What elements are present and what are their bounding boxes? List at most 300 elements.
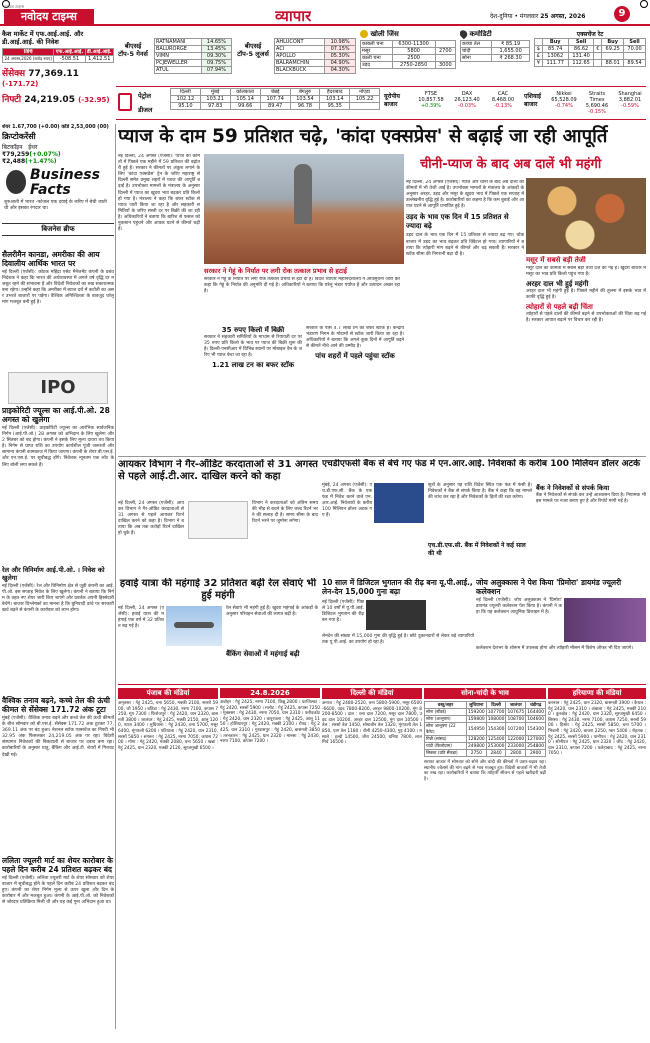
onion-photo [204,154,404,264]
sona-cell: 107200 [506,723,526,736]
khoti-price-b [435,41,455,48]
business-facts-body: शुरुआती में भारत -फोजल एक दवाई के जरिए में बेची जाती थी और इसका रंगदार था। [4,200,107,211]
asia-name: Shanghai [618,91,642,97]
story-body-2: कलेक्शन देशभर के शोरूम में उपलब्ध होगा और त्योहारी मौसम में विशेष ऑफर भी दिए जाएंगे। [476,646,634,651]
khoti-title: खोली जिंस [370,30,399,38]
sona-cell: 159800 [467,716,485,722]
forex-head: Buy [542,39,568,46]
forex-cell: € [594,46,602,53]
sona-cell: 122000 [507,736,525,742]
masoor-body: मसूर दाल की कीमतों में सबसे बड़ी तेजी दर्ज की गई है। खुदरा बाजार में मसूर का भाव प्रति किलो पहुंच गया है। [526,266,646,278]
sona-cell: 127000 [527,736,544,742]
diesel-price: 95.35 [320,103,350,110]
sona-cell: 2750 [466,750,486,757]
gainer-name: VIMN [155,53,202,60]
asia-name: Straits Times [588,91,606,103]
story-sellers [2,250,114,370]
asia-nikkei [548,91,580,109]
story-body: नई दिल्ली (एजेंसी): प्राइकोरिटी ज्यूल्स का आरंभिक सार्वजनिक निर्गम (आई.पी.ओ.) 28 अगस्त को अभिदान के लिए खुलेगा और 2 सितंबर को बंद होगा। कंपनी ने इसके लिए मूल्य दायरा तय किया है। निर्गम से प्राप्त राशि का उपयोग कार्यशील पूंजी जरूरतों और सामान्य कंपनी कामकाज में किया जाएगा। कंपनी के शेयर बी.एस.ई. और एन.एस.ई. पर सूचीबद्ध होंगे। निवेशक न्यूनतम एक लॉट के लिए बोली लगा सकते हैं। [2,426,114,468]
story-body: नई दिल्ली, 24 अगस्त (एजेंसी): आयकर विभाग ने गैर-ऑडिट करदाताओं से 31 अगस्त से पहले आयकर रिटर्न दाखिल करने को कहा है। विभाग ने बताया कि अब तक करोड़ों रिटर्न दाखिल हो चुके हैं। [118,501,184,537]
loser-pct: 04.90% [325,60,356,67]
losers-table [274,38,356,74]
loser-name: BLACKBUCK [275,67,325,74]
eu-name: CAC [497,91,509,97]
airplane-photo [166,606,222,646]
sona-cell: 104600 [527,716,544,722]
mandi-punjab-title: पंजाब की मंडियां [118,688,218,699]
fuel-city: मुंबई [200,89,230,96]
story-body-2: रेल सेवाएं भी महंगी हुई हैं। खुदरा महंगाई के आंकड़ों के अनुसार परिवहन सेवाओं की लागत बढ़ी है। [226,606,318,618]
bitcoin-value: ₹79,259 [2,151,30,158]
khoti-header [360,30,456,39]
fuel-city: दिल्ली [171,89,201,96]
forex-cell: 69.25 [602,46,624,53]
story-body-2: लेनदेन की संख्या में 15,000 गुना की वृद्धि हुई है। छोटे दुकानदारों से लेकर बड़े व्यापारियों तक यू.पी.आई. का उपयोग हो रहा है। [322,634,474,646]
story-headline: जोय अलुक्कास ने पेश किया 'प्रिमोरा' डायमंड ज्यूलरी कलेक्शन [476,578,622,596]
gainers-box [116,38,232,82]
box-heading: 1.21 लाख टन का बफर स्टॉक [211,361,295,370]
sona-head: दिल्ली [486,702,506,709]
story-headline: रेल और विनिर्माण आई.पी.ओ. । निवेश को खुलेगा [2,566,105,582]
asia-chg: -0.15% [588,109,606,115]
sona-head: चंडीगढ़ [526,702,546,709]
lead-body: सरकार ने सहकारी समितियों के माध्यम से रियायती दर पर 35 रुपए प्रति किलो के भाव पर प्याज की बिक्री शुरू की है। दिल्ली-एनसीआर में विभिन्न स्थानों पर मोबाइल वैन के जरिए भी प्याज बेचा जा रहा है। [204,335,302,359]
bitcoin-change: (+0.07%) [29,151,61,158]
forex-cell: 89.54 [624,60,646,67]
sona-item: सिक्का (प्रति सैंकड़ा) [425,750,467,757]
lead-subhead: चीनी-प्याज के बाद अब दालें भी महंगी [420,157,602,172]
story-body: सरकार ने गेहूं के निर्यात पर लगी रोक तत्काल प्रभाव से हटा दी है। विदेश व्यापार महानिदेशालय ने अधिसूचना जारी कर कहा कि गेहूं के निर्यात की अनुमति दी गई है। अधिकारियों ने बताया कि घरेलू भंडार पर्याप्त है और उत्पादन अच्छा रहा है। [204,277,400,295]
story-lalita [2,856,114,1024]
eu-name: DAX [461,91,473,97]
story-body: नई दिल्ली (एजेंसी): जोय अलुक्कास ने 'प्रिमोरा' डायमंड ज्यूलरी कलेक्शन पेश किया है। कंपनी ने कहा कि यह कलेक्शन आधुनिक डिजाइन में है। [476,598,562,616]
fuel-city: चेन्नई [260,89,290,96]
gainer-name: PCJEWELLER [155,60,202,67]
petrol-strip [116,86,646,120]
khoti-price-b: 2700 [435,48,455,55]
lightbulb-icon [6,170,26,194]
sensex-label: सेंसेक्स [2,69,26,79]
sona-cell: 108000 [487,716,505,722]
lead-col-2 [204,326,302,456]
petrol-price: 105.22 [350,96,380,103]
sona-cell: 154300 [526,723,546,736]
fii-col-fii: एफ.आई.आई. [55,49,84,55]
forex-cell: 131.40 [568,53,594,60]
eu-ftse [414,91,448,109]
wheat-export-banner: सरकार ने गेहूं के निर्यात पर लगी रोक तत्काल प्रभाव से हटाई [204,267,347,275]
story-vaishvik [2,696,114,854]
gainer-pct: 14.65% [201,39,231,46]
story-headline: ललिता ज्यूलरी मार्ट का शेयर कारोबार के पहले दिन करीब 24 प्रतिशत बढ़कर बंद [2,856,113,874]
loser-pct: 10.98% [325,39,356,46]
forex-cell: $ [535,46,543,53]
losers-title: बीएसई टॉप-5 लूजर्स [237,42,269,58]
mandi-body: करनाल : गेहूं 2425, धान 2320, बासमती 3900 । कैथल : गेहूं 2420, धान 2310 । अंबाला : गेहूं 2425, मक्की 2100 । कुरुक्षेत्र : गेहूं 2420, धान 2320, सूरजमुखी 6450 । सिरसा : गेहूं 2430, नरमा 7100, कपास 7250, सरसों 5900 । हिसार : गेहूं 2425, सरसों 5850, चना 5700 । भिवानी : गेहूं 2420, बाजरा 2250, ग्वार 5400 । रोहतक : गेहूं 2425, सरसों 5900 । पानीपत : गेहूं 2420, धान 2310 । सोनीपत : गेहूं 2425, धान 2320 । जींद : गेहूं 2420, धान 2310, कपास 7200 । फतेहाबाद : गेहूं 2425, नरमा 7050 । [548,701,646,757]
mandi-body: अमृतसर : गेहूं 2425, चना 5650, मक्की 2100, सरसों 5900, जौ 1950 । बठिंडा : गेहूं 2430, नरमा 7100, कपास 7250, मूंग 7300 । फिरोजपुर : गेहूं 2420, धान 2320, बासमती 3800 । जालंधर : गेहूं 2425, मक्की 2150, आलू 1200, प्याज 3400 । लुधियाना : गेहूं 2430, चना 5700, मसूर 6400, मूंगफली 6200 । पटियाला : गेहूं 2420, धान 2310, सरसों 5850 । संगरूर : गेहूं 2425, नरमा 7050, कपास 7200 । मोगा : गेहूं 2420, मक्की 2080, चना 5650 । खन्ना : गेहूं 2425, धान 2320, मक्की 2120, सूरजमुखी 6500 । [118,701,218,751]
petrol-price: 103.14 [320,96,350,103]
eu-chg: -0.03% [458,103,476,109]
sona-item: चांदी (किलोग्राम) [425,743,467,750]
mandi-body: सराफा बाजार में सोमवार को सोने और चांदी की कीमतों में उतार-चढ़ाव रहा। स्थानीय ज्वैलर्स की मांग बढ़ने से भाव मजबूत हुए। विदेशी बाजारों में भी तेजी का रुख रहा। कारोबारियों ने बताया कि त्योहारी सीजन से पहले खरीदारी बढ़ी है। [424,760,546,782]
sona-cell: 128200 [467,736,485,742]
forex-box [534,30,646,85]
eu-chg: +0.39% [420,103,442,109]
sona-cell: 154950 [466,723,486,736]
khoti-item: काली चना [361,55,393,62]
forex-cell [594,60,602,67]
story-headline: एचडीएफसी बैंक से बेचे गए फंड में एन.आर.आई. निवेशकों के करीब 100 मिलियन डॉलर अटके [322,459,640,469]
lead-body: सरकार के पास 4.7 लाख टन का बफर स्टॉक है। केन्द्रीय भंडारण निगम के गोदामों से स्टॉक जारी किया जा रहा है। अधिकारियों ने बताया कि अगले कुछ दिनों में आपूर्ति बढ़ने से कीमतें नीचे आने की उम्मीद है। [306,326,404,350]
khoti-price: 2750-2850 [392,62,435,69]
sona-cell: 2840 [486,750,506,757]
byjus-heading: बैंक ने निवेशकों से संपर्क किया [536,484,610,492]
dal-body: नई दिल्ली, 24 अगस्त (एजेंसी): प्याज और चीनी के बाद अब दालों की कीमतों में भी तेजी आई है। उपभोक्ता मामलों के मंत्रालय के आंकड़ों के अनुसार अरहर, उड़द और मसूर के खुदरा भाव में पिछले एक सप्ताह में उल्लेखनीय वृद्धि हुई है। कारोबारियों का कहना है कि कम बुवाई और आयात घटने से आपूर्ति प्रभावित हुई है। [406,180,524,210]
forex-cell [602,53,624,60]
sona-title: सोना-चांदी के भाव [424,688,546,699]
fii-row-date: 24 अगस्त,2026 (करोड़ रुपए) [3,56,54,63]
arhar-body: अरहर दाल भी महंगी हुई है। पिछले महीने की तुलना में इसके भाव में काफी वृद्धि हुई है। [526,289,646,301]
eth-label: ईथर [28,144,38,151]
forex-cell: ¥ [535,60,543,67]
hdfc-photo [374,483,424,523]
asia-val: 5,690.46 [585,103,609,109]
fii-dii-heading: कैश मार्केट में एफ.आई.आई. और डी.आई.आई. की निवेश [2,30,84,46]
forex-cell: 111.77 [542,60,568,67]
itr-logo [188,501,248,539]
khoti-price-b: 3000 [435,62,455,69]
tyohar-body: त्योहारों से पहले दालों की कीमतें बढ़ने से उपभोक्ताओं की चिंता बढ़ गई है। सरकार आयात बढ़ाने पर विचार कर रही है। [526,312,646,324]
forex-cell: 85.74 [542,46,568,53]
loser-name: APOLLO [275,53,325,60]
mandi-date [220,688,320,1033]
mandi-delhi [322,688,422,1033]
tyohar-heading: त्योहारों से पहले बढ़ी चिंता [526,303,593,312]
fii-dii-box [2,30,114,122]
story-air [118,578,318,678]
pulses-photo [526,178,646,254]
eu-name: FTSE [424,91,438,97]
story-body: नई दिल्ली, 24 अगस्त (एजेंसी): हवाई यात्रा की महंगाई एक वर्ष में 32 प्रतिशत बढ़ गई है। [118,606,164,630]
diesel-price [350,103,380,110]
forex-head: Sell [568,39,594,46]
sona-cell: 108700 [507,716,525,722]
arhar-heading: अरहर दाल भी हुई महंगी [526,280,589,289]
nifty-label: निफ्टी [2,95,22,105]
biz-brief-title: बिजनेस ब्रीफ [2,223,114,236]
sona-item: सोना (स्टैंडर्ड) [425,709,467,716]
dal-body-2: उड़द दाल के भाव एक दिन में 15 प्रतिशत से ज्यादा बढ़ गए। थोक बाजार में उड़द का भाव बढ़कर प्रति क्विंटल हो गया। व्यापारियों ने बताया कि त्योहारी मांग बढ़ने से कीमतें और चढ़ सकती हैं। सरकार ने स्टॉक सीमा की निगरानी बढ़ा दी है। [406,233,524,257]
weekday: देश-दुनिया • मंगलवार [490,13,539,20]
sona-cell: 159200 [467,709,485,715]
sona-item: सोना आभूषण (22 कैरेट) [425,723,467,736]
gainers-title: बीएसई टॉप-5 गेनर्स [118,42,148,58]
row-rule [118,456,646,457]
commodity-price: 1,655.00 [492,48,530,55]
sona-item: गिन्नी (सांसद) [425,736,467,743]
sensex-value: 77,369.11 [28,69,79,79]
loser-name: BALRAMCHIN [275,60,325,67]
mandi-haryana [548,688,646,1033]
khoti-item: मसूर [361,48,393,55]
box-heading: पांच शहरों में पहले पहुंचा स्टॉक [315,352,395,361]
mandi-haryana-title: हरियाणा की मंडियां [548,688,646,699]
sona-cell: 125400 [487,736,505,742]
story-body: मुंबई, 24 अगस्त (एजेंसी): एच.डी.एफ.सी. बैंक के एक फंड में निवेश करने वाले एन.आर.आई. निवेशकों के करीब 100 मिलियन डॉलर अटक गए हैं। [322,483,372,519]
story-headline: प्राइकोरिटी ज्यूल्स का आई.पी.ओ. 28 अगस्त को खुलेगा [2,406,110,424]
diesel-price: 96.78 [290,103,320,110]
commodity-item: सोना [461,55,492,62]
mandi-delhi-title: दिल्ली की मंडियां [322,688,422,699]
upi-photo [366,600,426,630]
gainer-pct: 09.30% [201,53,231,60]
fuel-table [170,88,380,110]
fii-col-date: तिथि [3,49,54,56]
issue-date: 25 अगस्त, 2026 [540,13,586,20]
airplane-icon [174,622,214,628]
gainer-pct: 09.75% [201,60,231,67]
gainer-pct: 07.94% [201,67,231,74]
banking-heading: बैंकिंग सेवाओं में महंगाई बढ़ी [226,650,300,658]
eth-value: ₹2,488 [2,158,26,165]
diesel-price: 95.10 [171,103,201,110]
khoti-price: 2500 [392,55,435,62]
lead-body: नई दिल्ली, 24 अगस्त (एजेंसी): प्याज की कीमतों में पिछले एक महीने में 59 प्रतिशत की बढ़ोतरी हुई है। सरकार ने कीमतों पर अंकुश लगाने के लिए 'कांदा एक्सप्रेस' ट्रेन के जरिए महाराष्ट्र से दिल्ली समेत प्रमुख शहरों में प्याज की आपूर्ति बढ़ाई है। उपभोक्ता मामलों के मंत्रालय के अनुसार दिल्ली में प्याज का खुदरा भाव बढ़कर प्रति किलो हो गया है। मंत्रालय ने कहा कि बफर स्टॉक से प्याज जारी किया जा रहा है और सहकारी समितियों के जरिए सस्ती दर पर बिक्री की जा रही है। अधिकारियों ने बताया कि बारिश से फसल को नुकसान पहुंचने और आवक घटने से कीमतें चढ़ी हैं। [118,154,200,233]
eu-val: 8,468.00 [491,97,515,103]
page-number: 9 [614,6,630,22]
box-heading: 35 रुपए किलो में बिक्री [221,326,285,334]
story-headline: वैश्विक तनाव बढ़ने, कच्चे तेल की ऊंची कीमत से सेंसेक्स 171.72 अंक टूटा [2,696,110,714]
sona-cell: 254800 [527,743,544,749]
forex-cell: 13062 [542,53,568,60]
business-facts-title: Business Facts [30,167,100,198]
eu-val: 26,123.40 [454,97,480,103]
petrol-price: 103.21 [200,96,230,103]
forex-cell: 112.65 [568,60,594,67]
left-column-top [2,124,114,250]
sona-table [424,701,546,757]
sona-item: सोना (आभूषण) [425,716,467,723]
story-headline: आयकर विभाग ने गैर-ऑडिट करदाताओं से 31 अगस्त से पहले आई.टी.आर. दाखिल करने को कहा [118,459,318,482]
fii-dii-table [2,48,114,63]
forex-head: Sell [624,39,646,46]
story-headline: सैलरीमैन कानडा, अमरीका की आय दिवालीय आर्थिक भारत पर [2,250,100,268]
petrol-price: 102.12 [171,96,201,103]
sona-cell: 164400 [527,709,544,715]
forex-cell [594,53,602,60]
petrol-price: 107.74 [260,96,290,103]
story-itr [118,459,318,575]
fii-col-dii: डी.आई.आई. [86,49,112,55]
fuel-pump-icon [118,93,132,111]
story-body: मुंबई (एजेंसी): वैश्विक तनाव बढ़ने और कच्चे तेल की ऊंची कीमतों के बीच सोमवार को बी.एस.ई. सेंसेक्स 171.72 अंक टूटकर 77,369.11 अंक पर बंद हुआ। नेशनल स्टॉक एक्सचेंज का निफ्टी भी 32.95 अंक फिसलकर 24,219.05 अंक पर रहा। विदेशी संस्थागत निवेशकों की बिकवाली से बाजार पर दबाव बना रहा। कारोबारियों के अनुसार धातु, बैंकिंग और आई.टी. शेयरों में गिरावट देखी गई। [2,716,114,758]
khoti-item: काबली चना [361,41,393,48]
story-body: नई दिल्ली (एजेंसी): पिछले 10 वर्षों में यू.पी.आई. डिजिटल भुगतान की रीढ़ बन गया है। [322,600,364,624]
khoti-price-b [435,55,455,62]
forex-head [594,39,602,46]
eu-title: यूरोपीय बाजार [384,93,400,108]
statue-silhouette [294,164,312,224]
crypto-kicker: शेयर 1.67,700 (+0.00) कॉर्ड 2,53,000 (00) [2,124,109,130]
mandi-body: अबोहर : गेहूं 2425, नरमा 7100, किन्नू 2800 । फाजिल्का : गेहूं 2420, सरसों 5900 । मलोट : गेहूं 2425, कपास 7250 । मुक्तसर : गेहूं 2430, नरमा 7050, धान 2310 । फरीदकोट : गेहूं 2420, धान 2320 । कपूरथला : गेहूं 2425, आलू 1150 । होशियारपुर : गेहूं 2420, मक्की 2100 । रोपड़ : गेहूं 2425, धान 2310 । गुरदासपुर : गेहूं 2420, बासमती 3850 । तरनतारन : गेहूं 2425, धान 2320 । मानसा : गेहूं 2430, नरमा 7100, कपास 7200 । [220,700,320,745]
gainer-pct: 13.45% [201,46,231,53]
khoti-table [360,40,456,69]
forex-cell: 70.00 [624,46,646,53]
asia-title: एशियाई बाजार [524,93,541,108]
sona-head: वस्तु/शहर [425,702,467,709]
eu-cac [486,91,520,109]
gainer-name: BALURORGE [155,46,202,53]
fuel-city: नोएडा [350,89,380,96]
story-body-2: सूत्रों के अनुसार यह राशि विदेश स्थित एक फंड में फंसी है। निवेशकों ने बैंक से संपर्क किया है। बैंक ने कहा कि वह मामले की जांच कर रहा है और निवेशकों के हितों की रक्षा करेगा। [428,483,532,501]
mandi-punjab [118,688,218,1033]
masthead [0,4,650,26]
oil-drop-icon [460,30,469,39]
asia-val: 65,528.09 [551,97,577,103]
crypto-values [2,151,114,165]
story-headline: 10 साल में डिजिटल भुगतान की रीढ़ बना यू.पी.आई., लेन-देन 15,000 गुना बढ़ा [322,578,473,596]
joy-photo [564,598,646,642]
forex-head [535,39,543,46]
ipo-graphic [8,372,108,404]
sensex-row [2,66,114,89]
forex-table [534,38,646,67]
sona-cell: 233000 [507,743,525,749]
story-headline: हवाई यात्रा की महंगाई 32 प्रतिशत बढ़ी रेल सेवाएं भी हुई महंगी [119,578,317,601]
sona-cell: 2900 [526,750,546,757]
masoor-story [526,266,646,454]
asia-chg: -0.59% [621,103,639,109]
forex-head: Buy [602,39,624,46]
sona-cell: 253000 [487,743,505,749]
commodity-box [460,30,530,85]
asia-chg: -0.74% [555,103,573,109]
forex-cell [624,53,646,60]
nifty-value: 24,219.05 [24,95,75,105]
sona-head: लुधियाना [466,702,486,709]
asia-shanghai [614,91,646,109]
dal-heading: उड़द के भाव एक दिन में 15 प्रतिशत से ज्यादा बढ़े [406,213,509,231]
crypto-row [2,143,114,151]
lead-col-3 [306,326,404,456]
commodity-item: चांदी [461,48,492,55]
sona-cell: 107700 [487,709,505,715]
khoti-item: उड़द [361,62,393,69]
diesel-price: 97.83 [200,103,230,110]
commodity-table [460,40,530,62]
mandi-rule [118,684,646,685]
masthead-tagline: नवोदय टाइम्स [4,4,25,9]
eth-change: (+1.47%) [25,158,57,165]
forex-title: एक्सचेंज रेट [576,31,604,38]
nifty-change: (-32.95) [78,96,110,104]
eu-dax [450,91,484,109]
dateline [490,12,585,20]
diesel-label: डीजल [138,106,153,114]
dal-story [406,180,524,454]
gainers-table [154,38,232,74]
fuel-city: बेंगलुरु [290,89,320,96]
story-body: नई दिल्ली (एजेंसी): ललिता ज्यूलरी मार्ट के शेयर सोमवार को शेयर बाजार में सूचीबद्ध होने के पहले दिन करीब 24 प्रतिशत बढ़कर बंद हुए। कंपनी का शेयर निर्गम मूल्य से ऊपर खुला और दिन के कारोबार में और मजबूत हुआ। कंपनी के आई.पी.ओ. को निवेशकों से जोरदार प्रतिक्रिया मिली थी और यह कई गुना अभिदान हुआ था। [2,876,114,906]
gainer-name: RATNAMANI [155,39,202,46]
story-body: नई दिल्ली (एजेंसी): कोटक महिंद्रा एसेट मैनेजमेंट कंपनी के प्रबंध निदेशक ने कहा कि भारत की अर्थव्यवस्था में अगले वर्ष वृद्धि दर मजबूत रहने की संभावना है और विदेशी निवेशकों का रुख सकारात्मक बना रहेगा। उन्होंने कहा कि अमरीका में ब्याज दरों में कटौती का असर उभरते बाजारों पर पड़ेगा। वैश्विक अनिश्चितता के बावजूद घरेलू मांग मजबूत बनी हुई है। [2,270,114,306]
eu-chg: -0.13% [494,103,512,109]
diesel-price: 99.66 [230,103,260,110]
mandi-date-title: 24.8.2026 [220,688,320,698]
asia-val: 3,882.01 [618,97,642,103]
fii-row-fii: -508.51 [54,56,85,63]
bitcoin-label: बिटकॉइन [2,144,23,151]
losers-box [236,38,356,82]
commodity-item: कच्चा तेल [461,41,492,48]
ipo-logo: IPO [40,377,76,398]
story-body-3: बैंक ने निवेशकों से संपर्क कर उन्हें आश्वासन दिया है। नियामक भी इस मामले पर नजर बनाए हुए है और रिपोर्ट मांगी गई है। [536,493,646,505]
story-rail [2,566,114,694]
commodity-price: ₹ 268.30 [492,55,530,62]
eu-val: 10,857.58 [418,97,444,103]
section-title: व्यापार [275,7,312,25]
sona-cell: 154300 [486,723,506,736]
forex-cell: 86.62 [568,46,594,53]
fuel-city: कोलकाता [230,89,260,96]
asia-straits [581,91,613,115]
bank-ads-heading: एच.डी.एफ.सी. बैंक में निवेशकों ने कई साल की थी [428,542,526,557]
fuel-city: हैदराबाद [320,89,350,96]
crypto-title: क्रिप्टोकरेंसी [2,132,36,141]
loser-name: AHLUCONT [275,39,325,46]
khoti-box [360,30,456,85]
gainer-name: ATUL [155,67,202,74]
commodity-header [460,30,530,39]
coin-icon [360,30,368,38]
lead-col-1 [118,154,200,454]
nifty-row [2,92,114,105]
commodity-price: ₹ 85.19 [492,41,530,48]
diesel-price: 89.47 [260,103,290,110]
mandi-sona [424,688,546,1033]
petrol-label: पेट्रोल [138,92,152,100]
story-hdfc [322,459,646,575]
story-joy [476,578,646,678]
wheat-export-body [204,277,400,323]
business-facts-box [2,168,114,220]
loser-pct: 07.15% [325,46,356,53]
story-upi [322,578,474,678]
sona-cell: 107675 [507,709,525,715]
forex-cell: £ [535,53,543,60]
mandi-body: अनाज : गेहूं 2480-2520, चना 5800-5900, मसूर 6500-6600, उड़द 7800-8200, अरहर 9800-10200, मूंग 8200-8500 । दाल : चना दाल 7200, मसूर दाल 7800, उड़द दाल 10200, अरहर दाल 12500, मूंग दाल 10500 । तेल : सरसों तेल 1450, सोयाबीन तेल 1320, मूंगफली तेल 1850, पाम तेल 1180 । चीनी 4250-4300, गुड़ 4100 । मसाले : हल्दी 14500, जीरा 24500, धनिया 7800, लाल मिर्च 16500 । [322,701,422,746]
loser-pct: 05.30% [325,53,356,60]
story-body: नई दिल्ली (एजेंसी): रेल और विनिर्माण क्षेत्र से जुड़ी कंपनी का आई.पी.ओ. इस सप्ताह निवेश के लिए खुलेगा। कंपनी ने बताया कि निर्गम के तहत नए शेयर जारी किए जाएंगे और प्रवर्तक अपनी हिस्सेदारी बेचेंगे। बाजार विश्लेषकों का मानना है कि बुनियादी ढांचे पर सरकारी खर्च बढ़ने से कंपनी के कारोबार को लाभ होगा। [2,584,114,614]
khoti-price: 5800 [392,48,435,55]
forex-cell: 88.01 [602,60,624,67]
sona-cell: 249800 [467,743,485,749]
asia-name: Nikkei [556,91,572,97]
fii-row-dii: 1,412.51 [85,56,113,63]
loser-name: ACI [275,46,325,53]
loser-pct: 04.30% [325,67,356,74]
masthead-logo: नवोदय टाइम्स [4,9,94,24]
column-rule [115,124,116,1029]
lead-headline: प्याज के दाम 59 प्रतिशत चढ़े, 'कांदा एक्सप्रेस' से बढ़ाई जा रही आपूर्ति [118,126,608,147]
commodity-title: कमोडिटी [469,30,492,38]
petrol-price: 103.54 [290,96,320,103]
story-ipo [2,406,114,564]
sona-head: जालंधर [506,702,526,709]
sona-cell: 2800 [506,750,526,757]
masoor-heading: मसूर में सबसे बड़ी तेजी [526,256,586,264]
story-body-2: विभाग ने करदाताओं को अंतिम समय की भीड़ से बचने के लिए जल्द रिटर्न भरने की सलाह दी है। समय सीमा के बाद रिटर्न भरने पर जुर्माना लगेगा। [252,501,318,525]
